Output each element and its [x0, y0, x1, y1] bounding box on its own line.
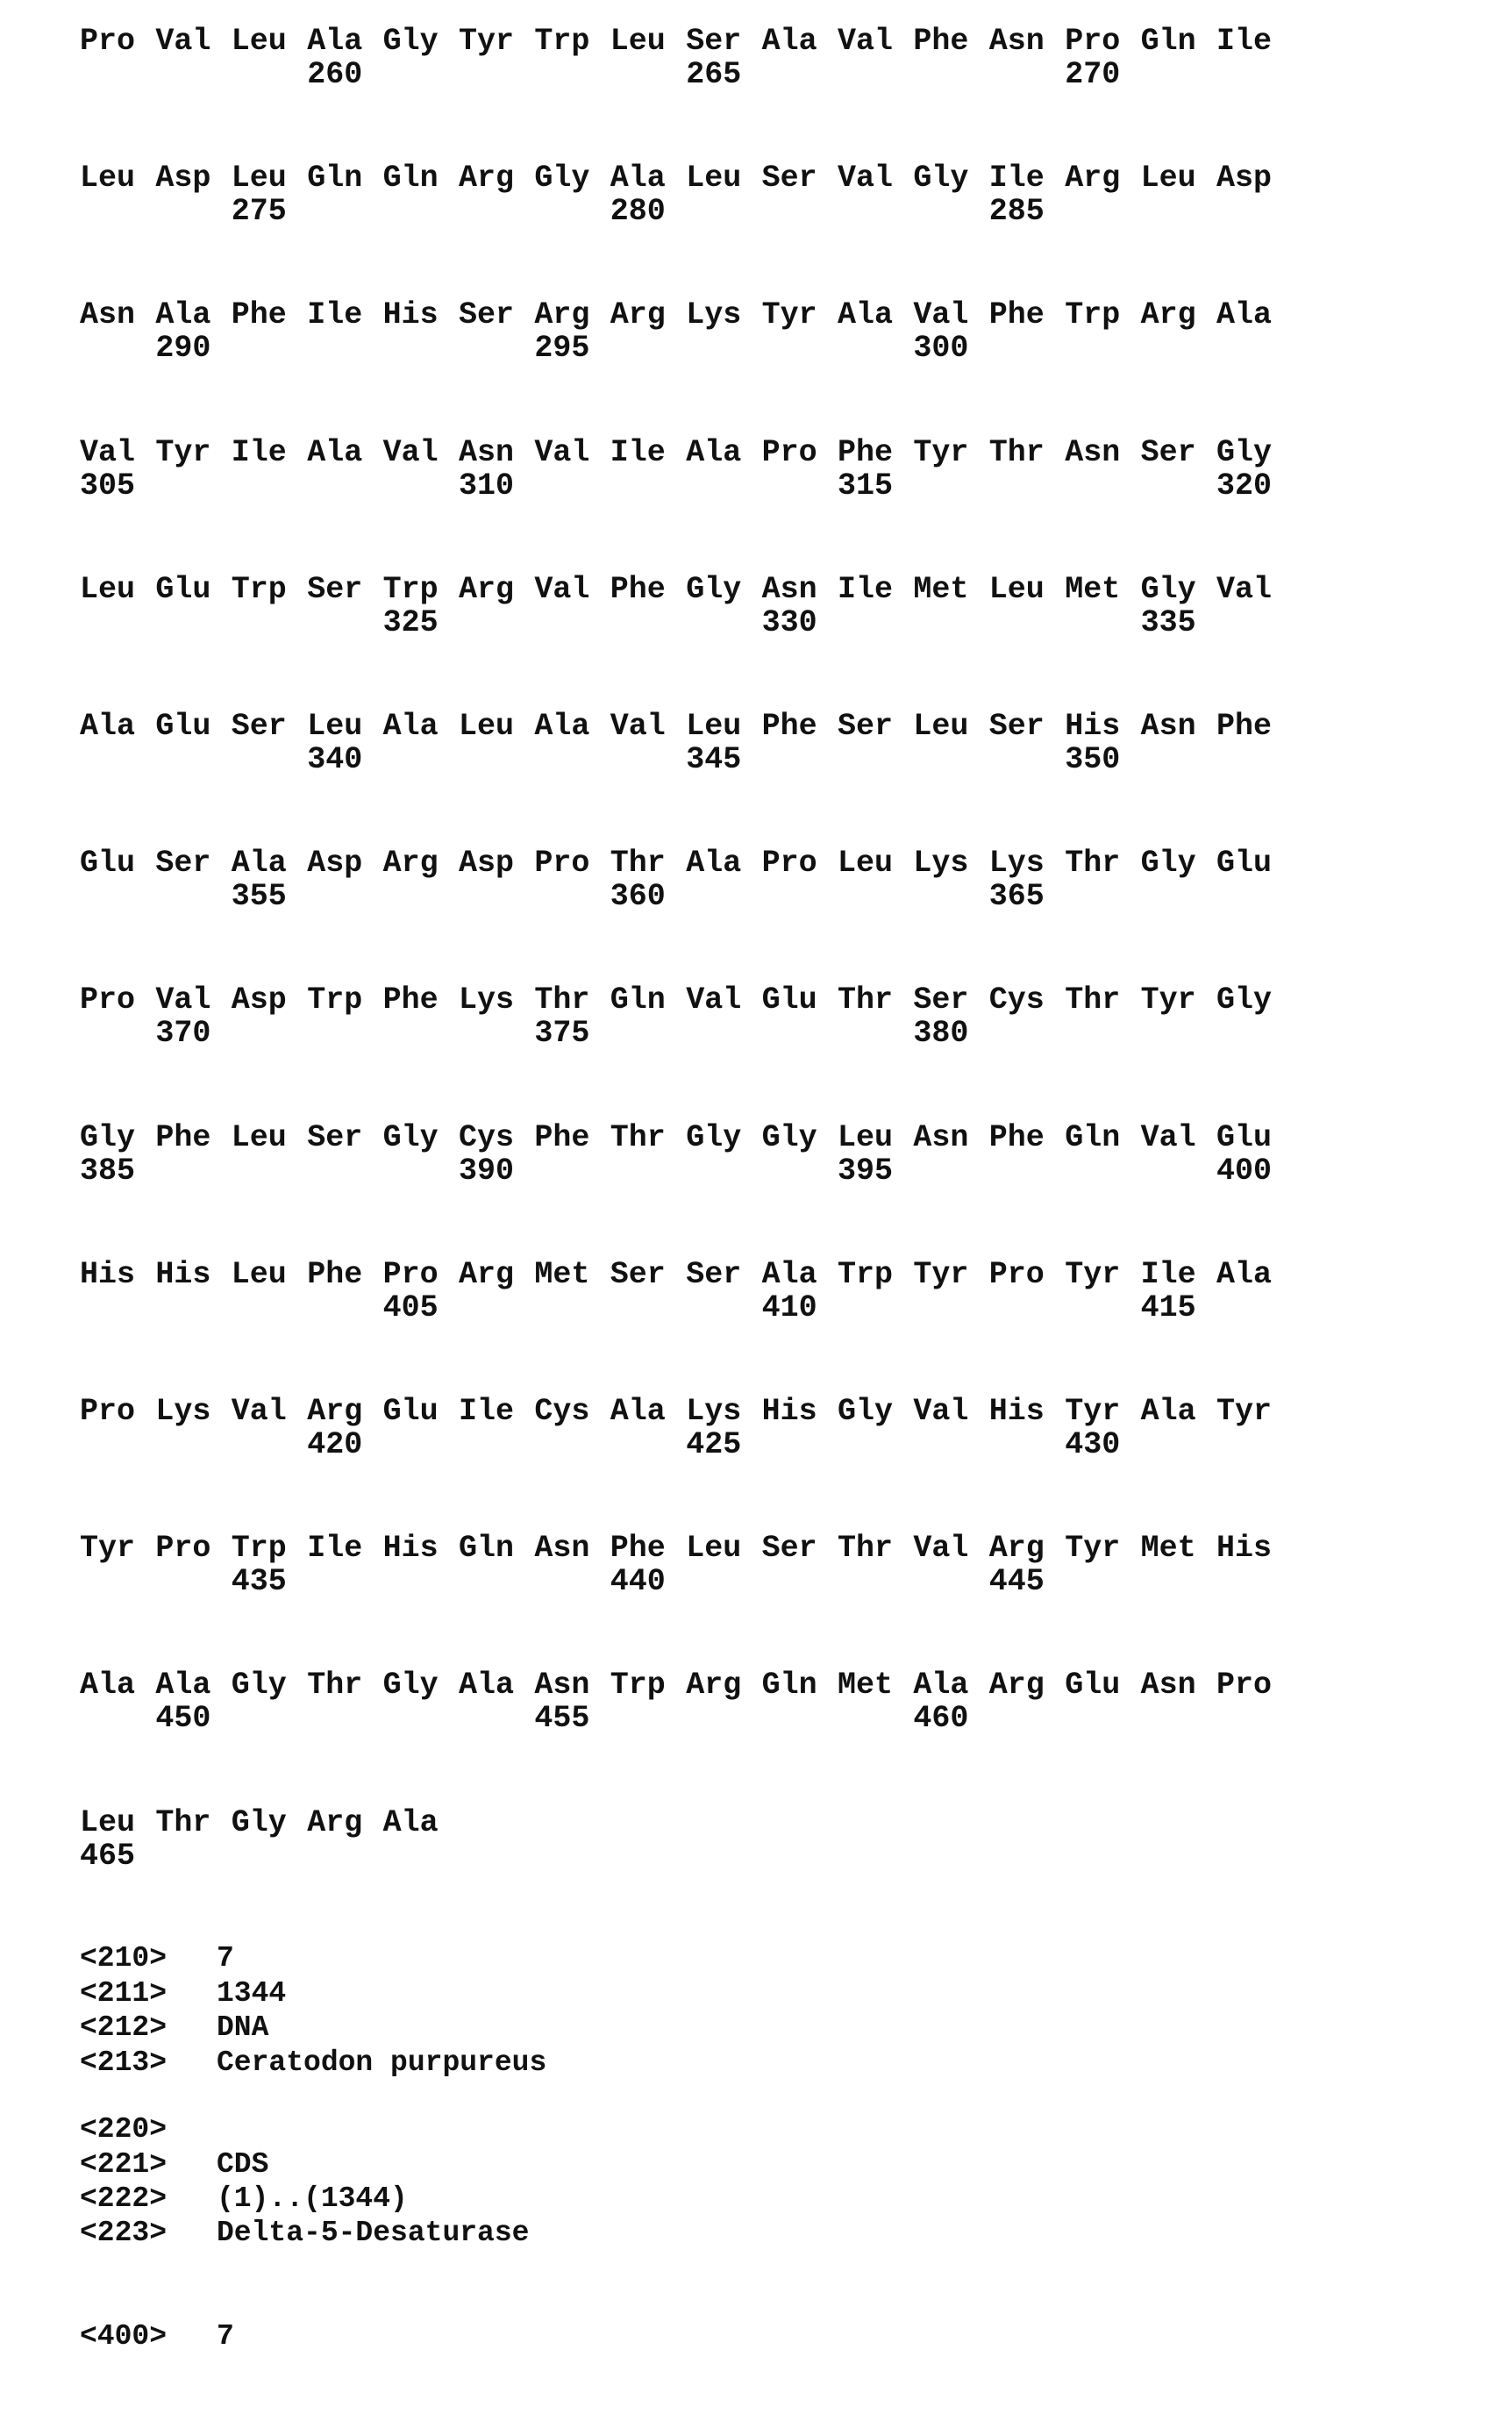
residue: His [762, 1394, 817, 1429]
metadata-key: <212> [80, 2010, 167, 2046]
residue: Asn [1065, 435, 1120, 470]
residue: Arg [459, 161, 514, 196]
residue: Ile [307, 1531, 362, 1566]
residue: Arg [534, 297, 589, 332]
residue: Trp [383, 572, 439, 607]
residue: Thr [610, 846, 666, 881]
residue-number: 330 [762, 605, 817, 640]
residue-number: 300 [913, 331, 968, 366]
residue: Trp [232, 1531, 287, 1566]
residue: Gly [838, 1394, 893, 1429]
residue: His [1065, 709, 1120, 744]
residue-number: 280 [610, 194, 666, 229]
residue-number: 460 [913, 1701, 968, 1736]
residue: Val [913, 1531, 968, 1566]
residue: Phe [838, 435, 893, 470]
residue: Cys [534, 1394, 589, 1429]
metadata-value: CDS [217, 2147, 268, 2182]
residue: Arg [307, 1805, 362, 1840]
residue: Ser [762, 161, 817, 196]
metadata-value: (1)..(1344) [217, 2182, 408, 2217]
residue: Gly [1216, 982, 1272, 1018]
residue: Pro [534, 846, 589, 881]
residue: Val [1141, 1120, 1196, 1155]
residue: Arg [686, 1668, 741, 1703]
residue-number: 385 [80, 1153, 135, 1189]
metadata-value: Delta-5-Desaturase [217, 2216, 529, 2251]
residue-number: 360 [610, 879, 666, 914]
residue-number: 295 [534, 331, 589, 366]
residue: Pro [80, 24, 135, 59]
residue: Ile [610, 435, 666, 470]
residue: Gly [1141, 572, 1196, 607]
residue: Glu [155, 709, 210, 744]
residue-number: 315 [838, 468, 893, 504]
residue: Ile [989, 161, 1045, 196]
residue: Glu [80, 846, 135, 881]
residue: Val [913, 1394, 968, 1429]
residue: Ile [1216, 24, 1272, 59]
residue: Tyr [913, 435, 968, 470]
residue: Tyr [80, 1531, 135, 1566]
residue: Ser [762, 1531, 817, 1566]
residue: Phe [610, 572, 666, 607]
residue: Pro [1216, 1668, 1272, 1703]
residue: Phe [155, 1120, 210, 1155]
residue: Leu [307, 709, 362, 744]
residue-number: 260 [307, 57, 362, 92]
residue: Lys [459, 982, 514, 1018]
residue: Gly [383, 1668, 439, 1703]
residue: Leu [80, 161, 135, 196]
residue: Leu [232, 1120, 287, 1155]
metadata-value: DNA [217, 2010, 268, 2046]
residue-number: 465 [80, 1839, 135, 1874]
residue: Leu [686, 161, 741, 196]
residue: Asn [459, 435, 514, 470]
residue: Val [838, 161, 893, 196]
residue: Phe [232, 297, 287, 332]
residue: Ile [838, 572, 893, 607]
residue-number: 400 [1216, 1153, 1272, 1189]
residue-number: 425 [686, 1427, 741, 1462]
residue: Leu [686, 1531, 741, 1566]
residue: Ile [307, 297, 362, 332]
residue: Val [155, 982, 210, 1018]
residue: Tyr [1065, 1531, 1120, 1566]
residue: Leu [232, 24, 287, 59]
residue: Val [80, 435, 135, 470]
residue: Gln [307, 161, 362, 196]
residue-number: 395 [838, 1153, 893, 1189]
residue: Asn [534, 1668, 589, 1703]
residue: Thr [534, 982, 589, 1018]
residue: Arg [307, 1394, 362, 1429]
metadata-key: <221> [80, 2147, 167, 2182]
residue: Arg [383, 846, 439, 881]
residue: Asp [1216, 161, 1272, 196]
residue: Ser [1141, 435, 1196, 470]
residue: Ala [1141, 1394, 1196, 1429]
residue: Leu [459, 709, 514, 744]
residue: Tyr [1141, 982, 1196, 1018]
residue-number: 430 [1065, 1427, 1120, 1462]
metadata-value: 7 [217, 1941, 234, 1976]
residue: Leu [80, 1805, 135, 1840]
residue: Ser [232, 709, 287, 744]
residue: Arg [989, 1668, 1045, 1703]
residue: Gly [686, 572, 741, 607]
residue: Gln [1065, 1120, 1120, 1155]
residue: Phe [534, 1120, 589, 1155]
residue: Ser [155, 846, 210, 881]
residue: Ala [80, 709, 135, 744]
residue: Asp [459, 846, 514, 881]
metadata-key: <400> [80, 2319, 167, 2354]
metadata-key: <213> [80, 2046, 167, 2081]
residue: Thr [155, 1805, 210, 1840]
residue-number: 325 [383, 605, 439, 640]
residue: Met [1065, 572, 1120, 607]
residue: Arg [989, 1531, 1045, 1566]
residue: Val [534, 435, 589, 470]
metadata-value: Ceratodon purpureus [217, 2046, 546, 2081]
residue: Gly [534, 161, 589, 196]
residue-number: 355 [232, 879, 287, 914]
residue-number: 410 [762, 1290, 817, 1325]
residue: Val [534, 572, 589, 607]
residue-number: 345 [686, 742, 741, 777]
residue: Ala [534, 709, 589, 744]
residue: Ala [232, 846, 287, 881]
residue: Ala [383, 709, 439, 744]
residue: Asn [534, 1531, 589, 1566]
residue: Pro [762, 435, 817, 470]
residue: Phe [383, 982, 439, 1018]
residue: Trp [610, 1668, 666, 1703]
residue-number: 310 [459, 468, 514, 504]
residue: Val [913, 297, 968, 332]
metadata-value: 1344 [217, 1976, 286, 2011]
residue: Glu [155, 572, 210, 607]
residue: Leu [913, 709, 968, 744]
residue: Tyr [1065, 1394, 1120, 1429]
residue: Ser [459, 297, 514, 332]
residue: Leu [989, 572, 1045, 607]
residue: Ile [459, 1394, 514, 1429]
residue-number: 370 [155, 1016, 210, 1051]
residue: Val [686, 982, 741, 1018]
residue: Val [838, 24, 893, 59]
residue: His [383, 1531, 439, 1566]
residue: Phe [762, 709, 817, 744]
residue: Tyr [1065, 1257, 1120, 1292]
residue: Gly [383, 1120, 439, 1155]
residue: Leu [838, 1120, 893, 1155]
residue: Ala [155, 297, 210, 332]
residue-number: 375 [534, 1016, 589, 1051]
residue: Arg [610, 297, 666, 332]
residue: Phe [913, 24, 968, 59]
residue: Gly [232, 1805, 287, 1840]
residue: Gln [383, 161, 439, 196]
residue: Ser [686, 1257, 741, 1292]
residue: Val [232, 1394, 287, 1429]
residue: Asp [307, 846, 362, 881]
residue-number: 350 [1065, 742, 1120, 777]
metadata-value: 7 [217, 2319, 234, 2354]
residue: Val [610, 709, 666, 744]
residue: Lys [155, 1394, 210, 1429]
residue: Leu [610, 24, 666, 59]
residue: Cys [989, 982, 1045, 1018]
residue-number: 290 [155, 331, 210, 366]
residue: His [989, 1394, 1045, 1429]
residue: Lys [913, 846, 968, 881]
residue: Ser [307, 1120, 362, 1155]
residue: Leu [1141, 161, 1196, 196]
residue: Ala [307, 24, 362, 59]
residue: Trp [1065, 297, 1120, 332]
residue-number: 445 [989, 1564, 1045, 1599]
residue: Met [1141, 1531, 1196, 1566]
residue: Trp [232, 572, 287, 607]
residue: Lys [989, 846, 1045, 881]
residue-number: 440 [610, 1564, 666, 1599]
residue-number: 305 [80, 468, 135, 504]
residue: Ile [1141, 1257, 1196, 1292]
metadata-key: <220> [80, 2112, 167, 2147]
metadata-key: <223> [80, 2216, 167, 2251]
residue: Gly [913, 161, 968, 196]
residue-number: 265 [686, 57, 741, 92]
residue: Met [534, 1257, 589, 1292]
residue: Gly [686, 1120, 741, 1155]
residue: Tyr [459, 24, 514, 59]
residue: Thr [838, 982, 893, 1018]
residue: Asp [155, 161, 210, 196]
residue-number: 365 [989, 879, 1045, 914]
residue-number: 390 [459, 1153, 514, 1189]
residue: Ala [459, 1668, 514, 1703]
residue: Leu [80, 572, 135, 607]
residue: Glu [1065, 1668, 1120, 1703]
residue: Asn [989, 24, 1045, 59]
residue: Gly [232, 1668, 287, 1703]
residue: Asn [1141, 709, 1196, 744]
residue: Arg [459, 572, 514, 607]
residue: Leu [232, 161, 287, 196]
residue: Gly [762, 1120, 817, 1155]
residue: Gln [1141, 24, 1196, 59]
residue: Ala [686, 435, 741, 470]
residue: Phe [1216, 709, 1272, 744]
residue: Glu [1216, 846, 1272, 881]
residue: Met [838, 1668, 893, 1703]
residue: His [1216, 1531, 1272, 1566]
residue-number: 420 [307, 1427, 362, 1462]
residue: Pro [762, 846, 817, 881]
residue: Trp [307, 982, 362, 1018]
residue: Tyr [155, 435, 210, 470]
residue: Arg [459, 1257, 514, 1292]
residue: Ala [155, 1668, 210, 1703]
metadata-key: <222> [80, 2182, 167, 2217]
residue: Pro [80, 982, 135, 1018]
residue: Met [913, 572, 968, 607]
residue: Thr [1065, 846, 1120, 881]
residue: Phe [989, 1120, 1045, 1155]
residue: Ala [762, 1257, 817, 1292]
residue: Arg [1141, 297, 1196, 332]
residue: Thr [1065, 982, 1120, 1018]
residue: Ala [383, 1805, 439, 1840]
residue: Gly [383, 24, 439, 59]
residue: Glu [762, 982, 817, 1018]
residue-number: 285 [989, 194, 1045, 229]
residue: Ala [610, 161, 666, 196]
residue: Asn [913, 1120, 968, 1155]
residue-number: 450 [155, 1701, 210, 1736]
residue: Ser [838, 709, 893, 744]
residue: Ala [610, 1394, 666, 1429]
residue: Phe [989, 297, 1045, 332]
residue-number: 335 [1141, 605, 1196, 640]
residue: Thr [610, 1120, 666, 1155]
residue: Pro [80, 1394, 135, 1429]
residue: Trp [534, 24, 589, 59]
residue: Ala [686, 846, 741, 881]
residue: Ile [232, 435, 287, 470]
residue-number: 405 [383, 1290, 439, 1325]
residue: Pro [383, 1257, 439, 1292]
residue: Asn [1141, 1668, 1196, 1703]
residue: Gln [459, 1531, 514, 1566]
residue: Ala [1216, 1257, 1272, 1292]
metadata-key: <211> [80, 1976, 167, 2011]
residue: Val [155, 24, 210, 59]
residue: Glu [383, 1394, 439, 1429]
residue-number: 320 [1216, 468, 1272, 504]
residue: Tyr [762, 297, 817, 332]
residue: Gln [762, 1668, 817, 1703]
residue: Leu [838, 846, 893, 881]
residue: Gly [80, 1120, 135, 1155]
residue: Lys [686, 1394, 741, 1429]
residue: His [80, 1257, 135, 1292]
residue: Thr [838, 1531, 893, 1566]
residue: Gly [1216, 435, 1272, 470]
residue: Val [383, 435, 439, 470]
residue: Val [1216, 572, 1272, 607]
residue: Ser [307, 572, 362, 607]
residue: Asp [232, 982, 287, 1018]
residue: Ala [1216, 297, 1272, 332]
residue: Ala [307, 435, 362, 470]
residue: Ala [913, 1668, 968, 1703]
residue: Ser [989, 709, 1045, 744]
residue: Ser [686, 24, 741, 59]
residue: Gln [610, 982, 666, 1018]
residue: Phe [610, 1531, 666, 1566]
residue: Ser [610, 1257, 666, 1292]
residue: Pro [155, 1531, 210, 1566]
residue-number: 340 [307, 742, 362, 777]
residue: Ala [838, 297, 893, 332]
residue: Arg [1065, 161, 1120, 196]
residue: Leu [232, 1257, 287, 1292]
residue-number: 415 [1141, 1290, 1196, 1325]
residue-number: 455 [534, 1701, 589, 1736]
residue: Phe [307, 1257, 362, 1292]
residue-number: 380 [913, 1016, 968, 1051]
residue-number: 435 [232, 1564, 287, 1599]
residue: Tyr [913, 1257, 968, 1292]
residue: Ser [913, 982, 968, 1018]
residue: Pro [989, 1257, 1045, 1292]
residue-number: 275 [232, 194, 287, 229]
residue: Asn [80, 297, 135, 332]
residue: Pro [1065, 24, 1120, 59]
residue: Gly [1141, 846, 1196, 881]
metadata-key: <210> [80, 1941, 167, 1976]
residue: Ala [80, 1668, 135, 1703]
residue: Cys [459, 1120, 514, 1155]
residue: Leu [686, 709, 741, 744]
residue: Asn [762, 572, 817, 607]
residue: Thr [307, 1668, 362, 1703]
residue: Trp [838, 1257, 893, 1292]
residue: His [155, 1257, 210, 1292]
residue: Thr [989, 435, 1045, 470]
residue-number: 270 [1065, 57, 1120, 92]
residue: Lys [686, 297, 741, 332]
residue: Tyr [1216, 1394, 1272, 1429]
residue: Ala [762, 24, 817, 59]
residue: His [383, 297, 439, 332]
residue: Glu [1216, 1120, 1272, 1155]
